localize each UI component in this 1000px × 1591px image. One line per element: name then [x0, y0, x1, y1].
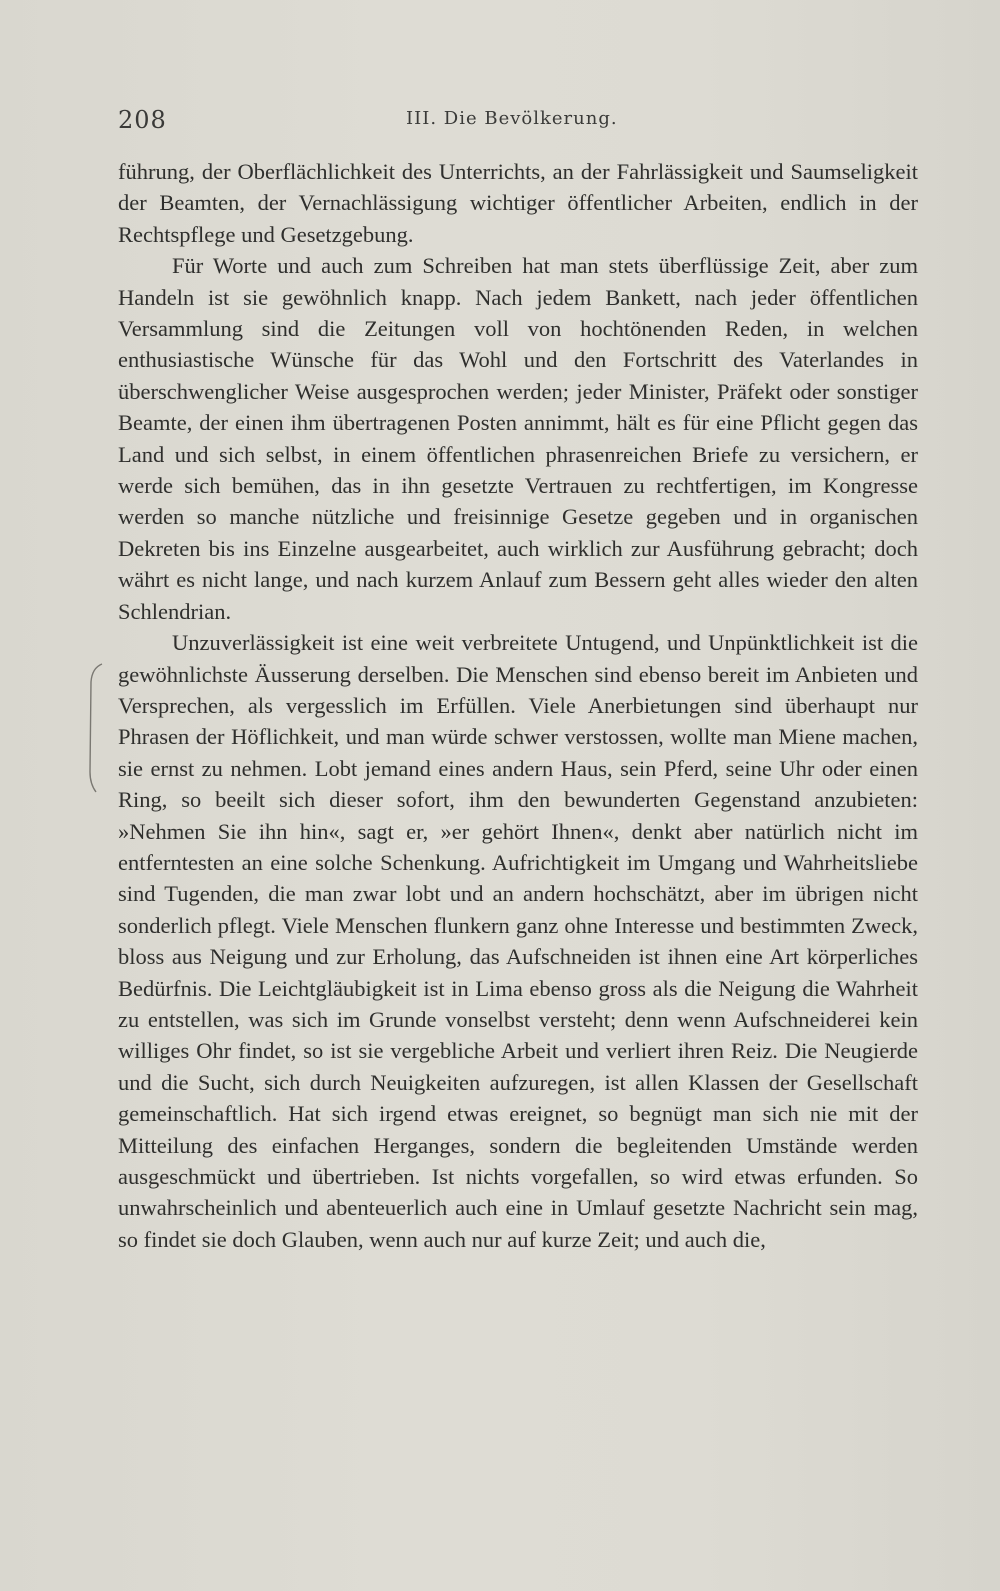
paragraph-continuation: führung, der Oberflächlichkeit des Unterrichts, an der Fahrlässigkeit und Saumseligkeit der Beamten, der Vernachlässigung wichtiger öffentlicher Arbeiten, endlich in der Rechtspflege und Gesetzgebung.: [118, 159, 918, 247]
paragraph-unzuverlaessigkeit: Unzuverlässigkeit ist eine weit verbreitete Untugend, und Unpünktlichkeit ist die gewöhnlichste Äusserung derselben. Die Menschen sind ebenso bereit im Anbieten und Versprechen, als vergesslich im Erfüllen. Viele Anerbietungen sind überhaupt nur Phrasen der Höflichkeit, und man würde schwer verstossen, wollte man Miene machen, sie ernst zu nehmen. Lobt jemand eines andern Haus, sein Pferd, seine Uhr oder einen Ring, so beeilt sich dieser sofort, ihm den bewunderten Gegenstand anzubieten: »Nehmen Sie ihn hin«, sagt er, »er gehört Ihnen«, denkt aber natürlich nicht im entferntesten an eine solche Schenkung. Aufrichtigkeit im Umgang und Wahrheitsliebe sind Tugenden, die man zwar lobt und an andern hochschätzt, aber im übrigen nicht sonderlich pflegt. Viele Menschen flunkern ganz ohne Interesse und bestimmten Zweck, bloss aus Neigung und zur Erholung, das Aufschneiden ist ihnen eine Art körperliches Bedürfnis. Die Leichtgläubigkeit ist in Lima ebenso gross als die Neigung die Wahrheit zu entstellen, was sich im Grunde vonselbst versteht; denn wenn Aufschneiderei kein williges Ohr findet, so ist sie vergebliche Arbeit und verliert ihren Reiz. Die Neugierde und die Sucht, sich durch Neuigkeiten aufzuregen, ist allen Klassen der Gesellschaft gemeinschaftlich. Hat sich irgend etwas ereignet, so begnügt man sich nie mit der Mitteilung des einfachen Herganges, sondern die begleitenden Umstände werden ausgeschmückt und übertrieben. Ist nichts vorgefallen, so wird etwas erfunden. So unwahrscheinlich und abenteuerlich auch eine in Umlauf gesetzte Nachricht sein mag, so findet sie doch Glauben, wenn auch nur auf kurze Zeit; und auch die,: [118, 630, 918, 1252]
body-text: [118, 156, 918, 1255]
paragraph-worte: Für Worte und auch zum Schreiben hat man stets überflüssige Zeit, aber zum Handeln ist sie gewöhnlich knapp. Nach jedem Bankett, nach jeder öffentlichen Versammlung sind die Zeitungen voll von hochtönenden Reden, in welchen enthusiastische Wünsche für das Wohl und den Fortschritt des Vaterlandes in überschwenglicher Weise ausgesprochen werden; jeder Minister, Präfekt oder sonstiger Beamte, der einen ihm übertragenen Posten annimmt, hält es für eine Pflicht gegen das Land und sich selbst, in einem öffentlichen phrasenreichen Briefe zu versichern, er werde sich bemühen, das in ihn gesetzte Vertrauen zu rechtfertigen, im Kongresse werden so manche nützliche und freisinnige Gesetze gegeben und in organischen Dekreten bis ins Einzelne ausgearbeitet, auch wirklich zur Ausführung gebracht; doch währt es nicht lange, und nach kurzem Anlauf zum Bessern geht alles wieder den alten Schlendrian.: [118, 253, 918, 624]
running-head: III. Die Bevölkerung.: [406, 108, 618, 129]
margin-pencil-mark-icon: [86, 662, 106, 794]
page-header: [118, 106, 918, 140]
page-number: 208: [118, 106, 167, 134]
